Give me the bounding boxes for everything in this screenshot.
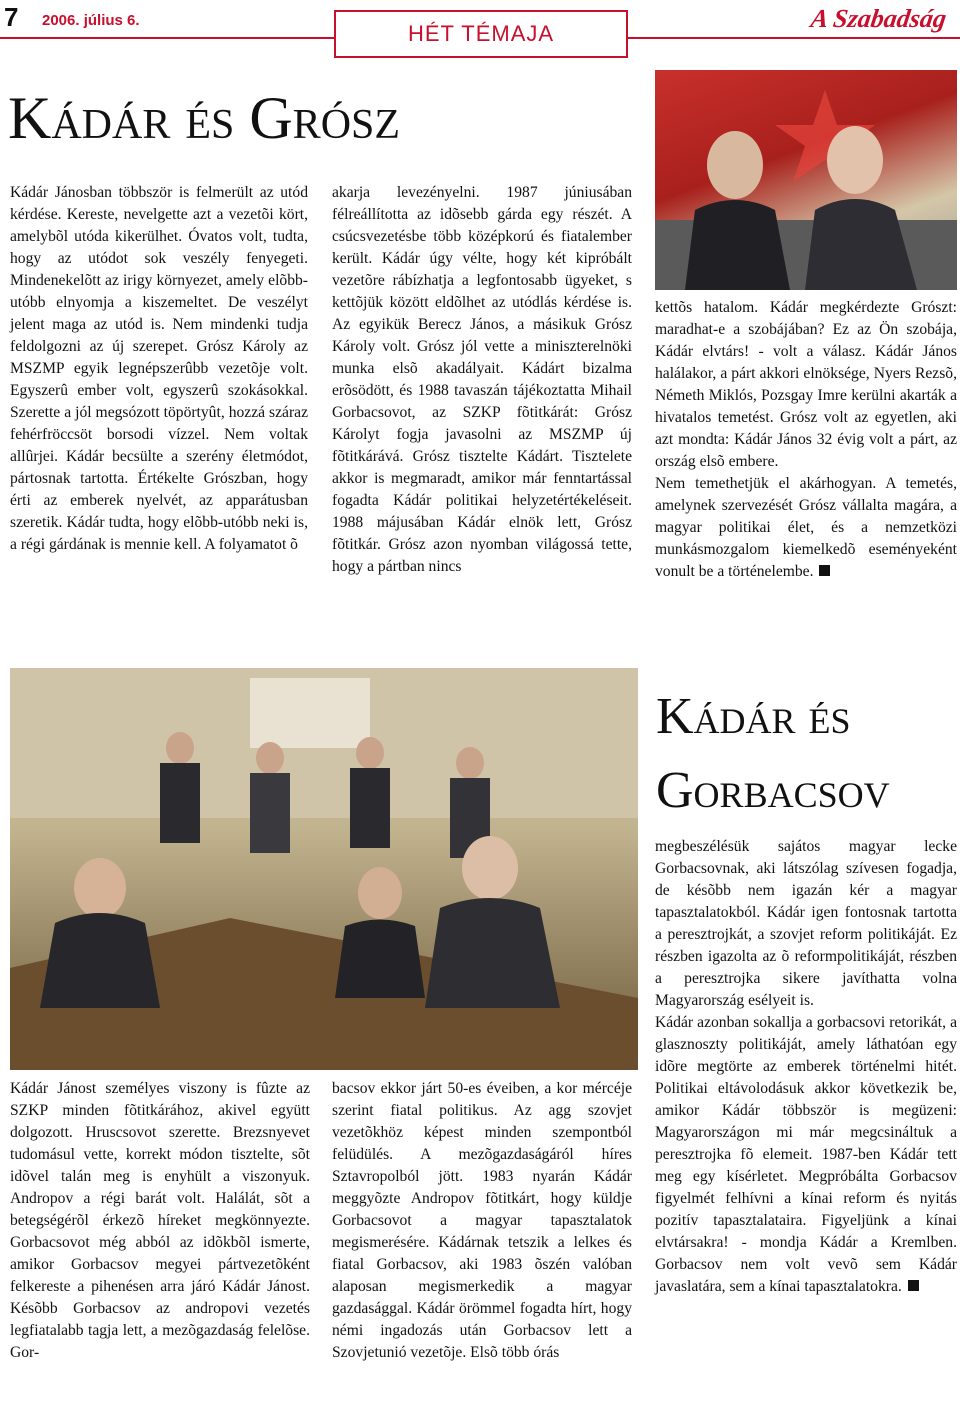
- article2-column-2: [332, 1078, 632, 1364]
- article1-column-2: [332, 182, 632, 578]
- kadar-gorbacsov-meeting-photo: [10, 668, 638, 1070]
- issue-date: 2006. július 6.: [42, 12, 140, 29]
- article1-title: Kádár és Grósz: [8, 85, 401, 151]
- article2-col3-text: megbeszélésük sajátos magyar lecke Gorbacsovnak, aki látszólag szívesen fogadja, de késõbb nem igazán kér a magyar tapasztalatokból. Kádár igen fontosnak tartotta a peresztrojkát, a szovjet reform politikáját. Ez részben igazolta az õ reformpolitikáját, részben a peresztrojka sikere javíthatta volna Magyarország esélyeit is.: [655, 838, 957, 1009]
- newspaper-logo: A Szabadság: [808, 4, 949, 33]
- page-number: 7: [4, 2, 19, 32]
- end-mark-icon: [819, 565, 830, 576]
- meeting-photo-graphic: [10, 668, 638, 1070]
- article2-column-3: [655, 836, 957, 1298]
- article1-column-1: [10, 182, 308, 556]
- page-header: [0, 0, 960, 58]
- article1-col3-text: kettõs hatalom. Kádár megkérdezte Grószt: maradhat-e a szobájában? Ez az Ön szobája, Kádár elvtárs! - volt a válasz. Kádár János halálakor, a párt akkori elnöksége, Nyers Rezsõ, Németh Miklós, Pozsgay Imre kerülni akarták a hivatalos temetést. Grósz volt az egyetlen, aki azt mondta: Kádár János 32 évig volt a párt, az ország elsõ embere.: [655, 299, 957, 470]
- article1-col3b-text: Nem temethetjük el akárhogyan. A temetés, amelynek szervezését Grósz vállalta magára, a magyar politikai élet, és a nemzetközi munkásmozgalom kiemelkedõ eseményeként vonult be a történelembe.: [655, 475, 957, 580]
- article2-col1-text: Kádár Jánost személyes viszony is fûzte az SZKP minden fõtitkárához, akivel együtt dolgozott. Hruscsovot szerette. Brezsnyevet tudomásul vette, korrekt módon tisztelte, sõt idõvel talán meg is enyhült a viszonyuk. Andropov a régi barát volt. Halálát, sõt a betegségérõl érkezõ híreket megkönnyezte. Gorbacsovot még abból az idõkbõl ismerte, amikor Gorbacsov megyei pártvezetõként felkereste a pihenésen arra járó Kádár Jánost. Késõbb Gorbacsov az andropovi vezetés legfiatalabb tagja lett, a mezõgazdaság felelõse. Gor-: [10, 1080, 310, 1361]
- kadar-grosz-photo: [655, 70, 957, 290]
- kadar-grosz-photo-graphic: [655, 70, 957, 290]
- article2-col2-text: bacsov ekkor járt 50-es éveiben, a kor mércéje szerint fiatal politikus. Az agg szovjet vezetõkhöz képest minden szempontból felüdülés. A mezõgazdaságáról híres Sztavropolból jött. 1983 nyarán Kádár meggyõzte Andropov fõtitkárt, hogy küldje Gorbacsovot a magyar tapasztalatok megismerésére. Kádárnak tetszik a lelkes és fiatal Gorbacsov, aki 1983 õszén valóban alaposan megismerkedik a magyar gazdasággal. Kádár örömmel fogadta hírt, hogy némi ingadozás után Gorbacsov lett a Szovjetunió vezetõje. Elsõ több órás: [332, 1080, 632, 1361]
- article2-title: Kádár és Gorbacsov: [656, 688, 890, 819]
- article1-column-3: [655, 297, 957, 583]
- article1-col2-text: akarja levezényelni. 1987 júniusában félreállította az idõsebb gárda egy részét. A csúcsvezetésbe több középkorú és fiatalember került. Kádár úgy vélte, hogy két kipróbált vezetõre rábízhatja a legfontosabb ügyeket, s kettõjük között eldõlhet az utódlás kérdése is. Az egyikük Berecz János, a másikuk Grósz Károly volt. Grósz jól vette a miniszterelnöki munka elsõ akadályait. Kádárt bizalma erõsödött, és 1988 tavaszán tájékoztatta Mihail Gorbacsovot, az SZKP fõtitkárát: Grósz Károlyt fogja javasolni az MSZMP új fõtitkárává. Grósz tisztelte Kádárt. Tisztelete akkor is megmaradt, amikor már fenntartással fogadta Kádár politikai helyzetértékeléseit. 1988 májusában Kádár elnök lett, Grósz fõtitkár. Grósz azon nyomban világossá tette, hogy a pártban nincs: [332, 184, 632, 575]
- section-label: HÉT TÉMAJA: [407, 21, 555, 46]
- section-label-box: [334, 10, 628, 58]
- end-mark-icon: [908, 1280, 919, 1291]
- article2-column-1: [10, 1078, 310, 1364]
- article1-col1-text: Kádár Jánosban többször is felmerült az utód kérdése. Kereste, nevelgette azt a vezetõi kört, amelybõl utóda kikerülhet. Óvatos volt, tudta, hogy az utódot sok veszély fenyegeti. Mindenekelõtt az irigy környezet, amely elõbb-utóbb elnyomja a kiszemeltet. De veszélyt jelent maga az utód is. Nem mindenki tudja feldolgozni az új szerepet. Grósz Károly az MSZMP egyik legnépszerûbb vezetõje volt. Egyszerû ember volt, egyszerû szokásokkal. Szerette a jól megsózott töpörtyût, hozzá száraz fehérfröccsöt borsodi vízzel. Nem voltak allûrjei. Kádár becsülte a szerény életmódot, pártosnak tartotta. Értékelte Grószban, hogy érti az emberek nyelvét, az apparátusban szeretik. Kádár tudta, hogy elõbb-utóbb neki is, a régi gárdának is mennie kell. A folyamatot õ: [10, 184, 308, 553]
- article2-col3b-text: Kádár azonban sokallja a gorbacsovi retorikát, a glasznoszty politikáját, amely láthatóan egy idõre megtörte az emberek történelmi hitét. Politikai eltávolodásuk akkor következik be, amikor Kádár többször is megüzeni: Magyarországon mi már megcsináltuk a peresztrojka fõ elemeit. 1987-ben Kádár tett meg egy kísérletet. Megpróbálta Gorbacsov figyelmét felhívni a kínai reform és nyitás pozitív tapasztalataira. Figyeljünk a kínai elvtársakra! - mondja Kádár a Kremlben. Gorbacsov nem volt vevõ sem Kádár javaslatára, sem a kínai tapasztalatokra.: [655, 1014, 957, 1295]
